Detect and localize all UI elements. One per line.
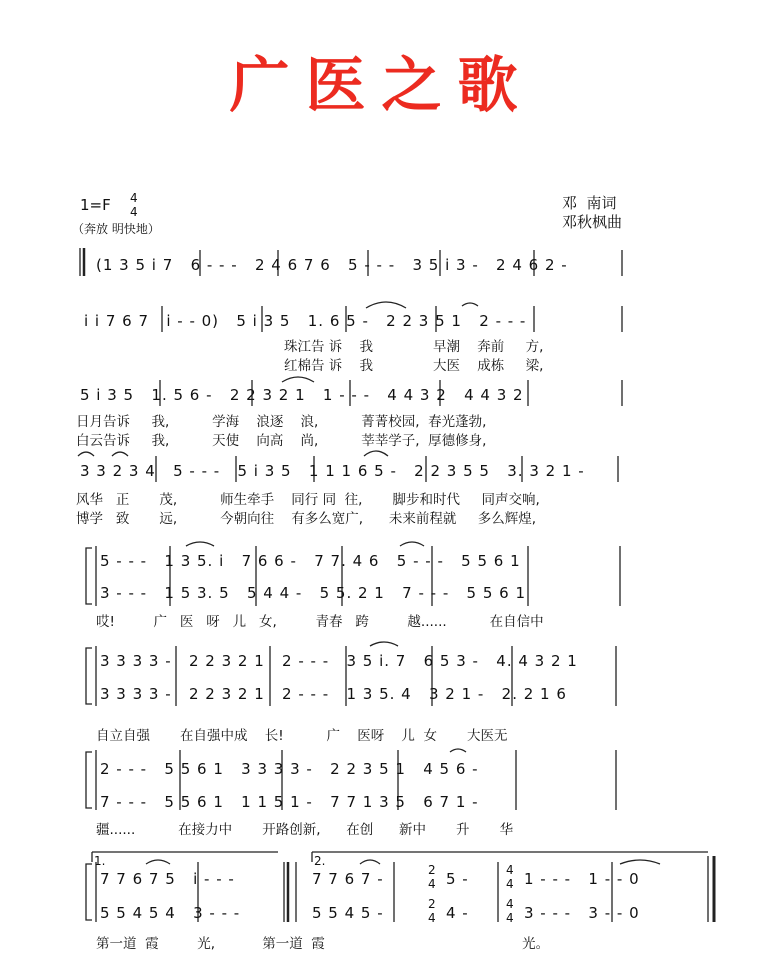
time-signature-numerator: 4 xyxy=(130,191,138,205)
lyrics-line-4-verse-1: 风华 正 茂, 师生牵手 同行 同 往, 脚步和时代 同声交响, xyxy=(76,492,540,508)
score-line-1: (1 3 5 i 7 6 - - - 2 4 6 7 6 5 - - - 3 5 i 3 - 2 4 6 2 - xyxy=(96,256,568,274)
volta-2-label: 2. xyxy=(314,854,326,868)
score-line-3: 5 i 3 5 1. 5 6 - 2 2 3 2 1 1 - - - 4 4 3 2 4 4 3 2 xyxy=(80,386,524,404)
score-line-7-upper: 2 - - - 5 5 6 1 3 3 3 3 - 2 2 3 5 1 4 5 6 - xyxy=(100,760,479,778)
lyrics-line-7: 疆...... 在接力中 开路创新, 在创 新中 升 华 xyxy=(96,822,514,838)
lyrics-line-6: 自立自强 在自强中成 长! 广 医呀 儿 女 大医无 xyxy=(96,728,508,744)
composer-credit: 邓秋枫曲 xyxy=(562,213,623,231)
lyrics-line-5: 哎! 广 医 呀 儿 女, 青春 跨 越...... 在自信中 xyxy=(96,614,544,630)
score-line-5-upper: 5 - - - 1 3 5. i 7 6 6 - 7 7. 4 6 5 - - - 5 5 6 1 xyxy=(100,552,521,570)
score-line-8-upper-ending-2: 7 7 6 7 - xyxy=(312,870,384,888)
time-change-4-4-denominator-upper: 4 xyxy=(506,877,514,891)
score-line-5-lower: 3 - - - 1 5 3. 5 5 4 4 - 5 5. 2 1 7 - - - 5 5 6 1 xyxy=(100,584,527,602)
lyricist-credit: 邓 南词 xyxy=(562,194,617,212)
lyrics-line-3-verse-1: 日月告诉 我, 学海 浪逐 浪, 菁菁校园, 春光蓬勃, xyxy=(76,414,487,430)
lyrics-line-2-verse-1: 珠江告 诉 我 早潮 奔前 方, xyxy=(284,339,544,355)
lyrics-line-3-verse-2: 白云告诉 我, 天使 向高 尚, 莘莘学子, 厚德修身, xyxy=(76,433,487,449)
time-change-2-4-numerator-lower: 2 xyxy=(428,897,436,911)
score-line-6-upper: 3 3 3 3 - 2 2 3 2 1 2 - - - 3 5 i. 7 6 5 3 - 4. 4 3 2 1 xyxy=(100,652,578,670)
score-line-8-lower-ending-1: 5 5 4 5 4 3 - - - xyxy=(100,904,241,922)
score-line-8-lower-ending-2: 5 5 4 5 - xyxy=(312,904,384,922)
key-signature: 1=F xyxy=(80,196,111,214)
lyrics-line-4-verse-2: 博学 致 远, 今朝向往 有多么宽广, 未来前程就 多么辉煌, xyxy=(76,511,537,527)
time-signature-denominator: 4 xyxy=(130,205,138,219)
score-line-8-upper-ending-1: 7 7 6 7 5 i - - - xyxy=(100,870,235,888)
score-line-7-lower: 7 - - - 5 5 6 1 1 1 5 1 - 7 7 1 3 5 6 7 1 - xyxy=(100,793,479,811)
time-change-4-4-numerator-lower: 4 xyxy=(506,897,514,911)
lyrics-line-8: 第一道 霞 光, 第一道 霞 光。 xyxy=(96,936,550,952)
lyrics-line-2-verse-2: 红棉告 诉 我 大医 成栋 梁, xyxy=(284,358,544,374)
tempo-marking: （奔放 明快地） xyxy=(72,222,160,236)
song-title: 广医之歌 xyxy=(229,51,534,121)
time-change-2-4-numerator-upper: 2 xyxy=(428,863,436,877)
time-change-2-4-denominator-lower: 4 xyxy=(428,911,436,925)
score-line-8-lower-part-4: 3 - - - 3 - - 0 xyxy=(524,904,640,922)
score-line-6-lower: 3 3 3 3 - 2 2 3 2 1 2 - - - 1 3 5. 4 3 2 1 - 2. 2 1 6 xyxy=(100,685,567,703)
score-line-8-lower-part-3: 4 - xyxy=(446,904,469,922)
time-change-4-4-numerator-upper: 4 xyxy=(506,863,514,877)
score-line-8-upper-part-3: 5 - xyxy=(446,870,469,888)
time-change-2-4-denominator-upper: 4 xyxy=(428,877,436,891)
score-line-2: i i 7 6 7 i - - 0) 5 i 3 5 1. 6 5 - 2 2 3 5 1 2 - - - xyxy=(84,312,527,330)
score-line-4: 3 3 2 3 4 5 - - - 5 i 3 5 1 1 1 6 5 - 2 2 3 5 5 3. 3 2 1 - xyxy=(80,462,585,480)
time-change-4-4-denominator-lower: 4 xyxy=(506,911,514,925)
score-line-8-upper-part-4: 1 - - - 1 - - 0 xyxy=(524,870,640,888)
volta-1-label: 1. xyxy=(94,854,106,868)
